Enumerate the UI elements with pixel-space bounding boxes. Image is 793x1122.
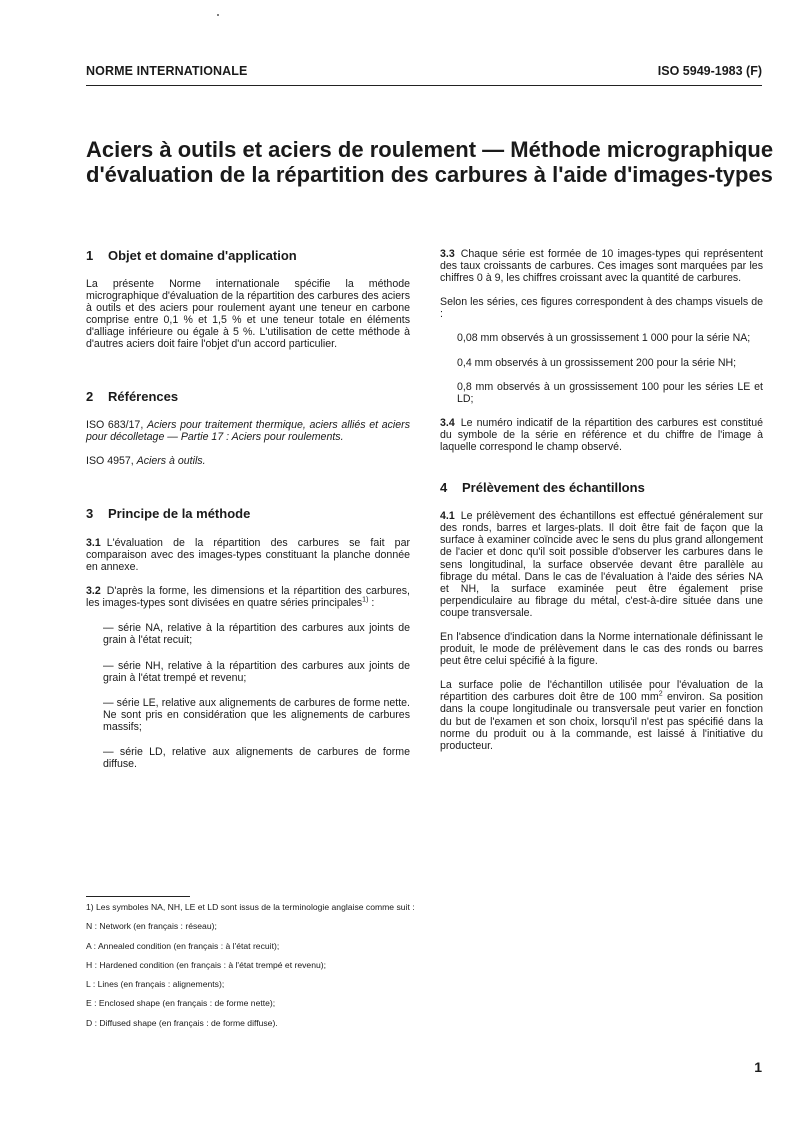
series-le-item: — série LE, relative aux alignements de carbures de forme nette. Ne sont pris en considération que les alignements de carbures massifs; (103, 696, 410, 733)
clause-text-end: : (368, 597, 375, 610)
section-1-number: 1 (86, 248, 94, 263)
left-column (86, 248, 410, 770)
footnote-line-e: E : Enclosed shape (en français : de forme nette); (86, 998, 276, 1009)
section-4-number: 4 (440, 480, 448, 496)
reference-iso-4957 (86, 455, 410, 467)
section-3-heading (86, 506, 410, 522)
footnote-line-l: L : Lines (en français : alignements); (86, 979, 225, 990)
footnotes (86, 902, 606, 1037)
header-standard-number: ISO 5949-1983 (F) (657, 64, 762, 78)
series-nh-item: — série NH, relative à la répartition des carbures aux joints de grain à l'état trempé et revenu; (103, 659, 410, 684)
section-2-heading (86, 389, 410, 405)
series-ld-item: — série LD, relative aux alignements de carbures de forme diffuse. (103, 745, 410, 771)
reference-title: Aciers pour traitement thermique, aciers alliés et aciers pour décolletage — Partie 17 : Aciers pour roulements. (86, 418, 410, 443)
section-3-number: 3 (86, 505, 94, 521)
page-number: 1 (754, 1059, 762, 1075)
footnote-line-a: A : Annealed condition (en français : à l'état recuit); (86, 940, 280, 951)
field-series-na: 0,08 mm observés à un grossissement 1 000 pour la série NA; (457, 332, 751, 345)
section-1-heading (86, 248, 410, 264)
section-4-title: Prélèvement des échantillons (462, 480, 645, 496)
clause-number: 4.1 (440, 510, 455, 523)
reference-iso-683-17 (86, 419, 410, 443)
clause-3-3-fields-intro: Selon les séries, ces figures correspondent à des champs visuels de : (440, 296, 763, 321)
clause-text: La surface polie de l'échantillon utilisée pour l'évaluation de la répartition des carbures doit être de 100 mm (440, 679, 763, 704)
clause-3-1 (86, 537, 410, 573)
superscript: 2 (658, 690, 663, 698)
clause-number: 3.1 (86, 536, 101, 549)
clause-4-1-surface (440, 679, 763, 752)
clause-4-1 (440, 510, 763, 619)
section-3-title: Principe de la méthode (108, 505, 251, 521)
header-rule (86, 85, 762, 86)
reference-id: ISO 4957, (86, 454, 134, 467)
clause-3-4 (440, 417, 763, 453)
reference-title: Aciers à outils. (136, 454, 206, 467)
footnote-line-d: D : Diffused shape (en français : de forme diffuse). (86, 1017, 278, 1028)
clause-3-3 (440, 248, 763, 284)
clause-number: 3.2 (86, 585, 101, 598)
right-column (440, 248, 763, 752)
field-series-le-ld: 0,8 mm observés à un grossissement 100 pour les séries LE et LD; (457, 380, 763, 405)
section-1-text: La présente Norme internationale spécifie la méthode micrographique d'évaluation de la répartition des carbures des aciers à outils et des aciers pour roulement ayant une teneur en carbone comprise entre 0,1 % et 1,5 % et une teneur totale en éléments d'alliage inférieure ou égale à 5 %. L'utilisation de cette méthode à d'autres aciers doit faire l'objet d'un accord particulier. (86, 278, 410, 351)
series-na-item: — série NA, relative à la répartition des carbures aux joints de grain à l'état recuit; (103, 622, 410, 647)
clause-text: Le numéro indicatif de la répartition des carbures est constitué du symbole de la série en référence et du chiffre de l'image à laquelle correspond le champ observé. (440, 416, 763, 454)
footnote-line-h: H : Hardened condition (en français : à l'état trempé et revenu); (86, 959, 327, 970)
clause-text: L'évaluation de la répartition des carbures se fait par comparaison avec des images-types constituant la planche donnée en annexe. (86, 536, 410, 574)
footnote-line-n: N : Network (en français : réseau); (86, 921, 217, 932)
section-4-heading (440, 480, 763, 496)
clause-text: Chaque série est formée de 10 images-types qui représentent des taux croissants de carbures. Ces images sont marquées par les chiffres 0 à 9, les chiffres croissant avec la quantité de carbures. (440, 248, 763, 285)
clause-text: Le prélèvement des échantillons est effectué généralement sur des ronds, barres et larges-plats. Il doit être fait de façon que la surface à examiner coïncide avec le sens du plus grand allongement de l'acier et donc qu'il soit possible d'observer les carbures dans le sens longitudinal, la surface observée devant être parallèle au fibrage du métal. Dans le cas de l'évaluation à l'aide des séries NA et NH, la surface examinée peut être également prise perpendiculaire au fibrage du métal, c'est-à-dire située dans une coupe transversale. (440, 510, 763, 619)
clause-text: D'après la forme, les dimensions et la répartition des carbures, les images-types sont divisées en quatre séries principales (86, 585, 410, 610)
scan-dot (217, 14, 219, 16)
footnote-1: 1) Les symboles NA, NH, LE et LD sont issus de la terminologie anglaise comme suit : (86, 902, 415, 912)
footnote-rule (86, 896, 190, 897)
clause-text-end: environ. Sa position dans la coupe longitudinale ou transversale peut varier en fonction du but de l'examen et son choix, lorsqu'il n'est pas spécifié dans la norme du produit ou à la commande, est laissé à l'initiative du producteur. (440, 691, 763, 752)
reference-id: ISO 683/17, (86, 418, 144, 431)
section-2-title: Références (108, 388, 179, 404)
document-title: Aciers à outils et aciers de roulement — Méthode micrographique d'évaluation de la répartition des carbures à l'aide d'images-types (86, 137, 774, 187)
clause-number: 3.3 (440, 248, 455, 260)
field-series-nh: 0,4 mm observés à un grossissement 200 pour la série NH; (457, 356, 737, 369)
footnote-ref: 1) (362, 596, 369, 604)
clause-4-1-absence: En l'absence d'indication dans la Norme internationale définissant le produit, le mode de prélèvement dans le cas des ronds ou barres peut être celui spécifié à la figure. (440, 630, 763, 668)
clause-number: 3.4 (440, 416, 455, 429)
clause-3-2 (86, 585, 410, 609)
section-2-number: 2 (86, 388, 94, 404)
section-1-title: Objet et domaine d'application (108, 248, 297, 263)
header-standard-type: NORME INTERNATIONALE (86, 64, 248, 78)
